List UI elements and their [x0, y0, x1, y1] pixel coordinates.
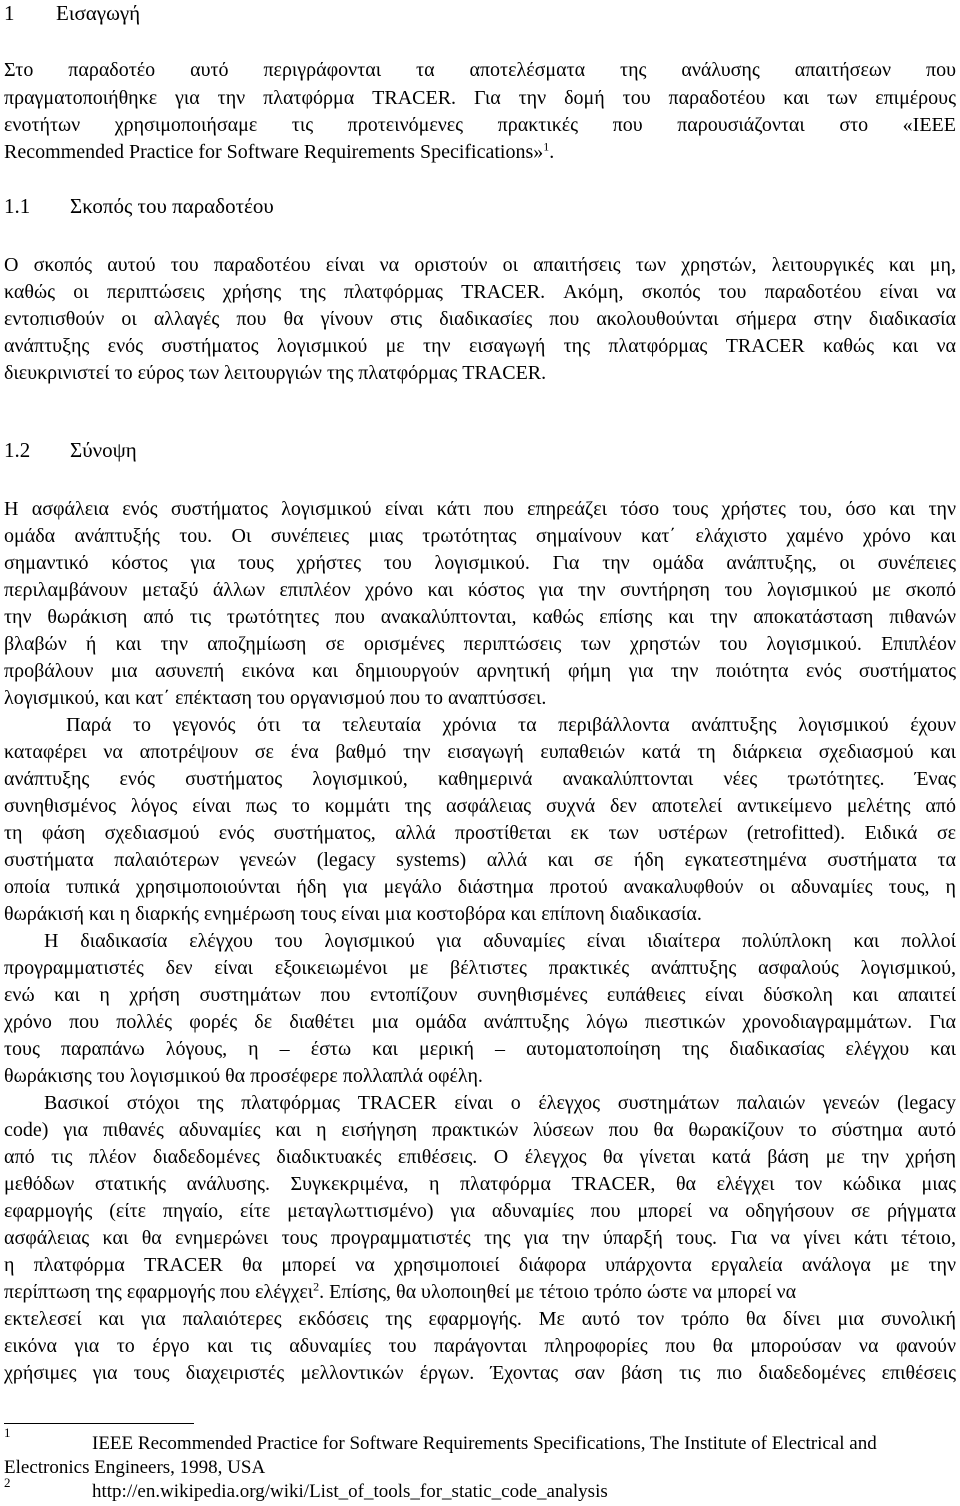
intro-period: .: [549, 141, 555, 163]
body-line: την θωράκιση από τις τρωτότητες που ανακαλύπτονται, καθώς επίσης και την αποκατάσταση πιθανών: [4, 606, 956, 628]
body-line: code) για πιθανές αδυναμίες και η εισήγηση πρακτικών λύσεων που θα θωρακίζουν το σύστημα αυτό: [4, 1119, 956, 1141]
section-title: Εισαγωγή: [56, 1, 141, 25]
footnote-2-link[interactable]: http://en.wikipedia.org/wiki/List_of_tools_for_static_code_analysis: [92, 1481, 608, 1502]
footnote-ref-1[interactable]: 1: [543, 139, 550, 154]
footnote-mark-1: 1: [4, 1425, 11, 1440]
body-line: Βασικοί στόχοι της πλατφόρμας TRACER είναι ο έλεγχος συστημάτων παλαιών γενεών (legacy: [44, 1092, 956, 1114]
section-title: Σκοπός του παραδοτέου: [70, 194, 274, 218]
section-heading-1-2: [4, 437, 137, 463]
body-line: συνηθισμένος λόγος είναι πως το κομμάτι της ασφάλειας συχνά δεν αποτελεί αντικείμενο μελέτης από: [4, 795, 956, 817]
body-line: εντοπισθούν οι αλλαγές που θα γίνουν στις διαδικασίες που ακολουθούνται σήμερα στην διαδικασία: [4, 308, 956, 330]
body-line: προβάλουν μια ασυνεπή εικόνα και δημιουργούν αρνητική φήμη για την ποιότητα ενός συστήματος: [4, 660, 956, 682]
body-line: από τις πλέον διαδεδομένες διαδικτυακές επιθέσεις. Ο έλεγχος θα γίνεται κατά βάση με την χρήση: [4, 1146, 956, 1168]
body-line: ανάπτυξης ενός συστήματος λογισμικού με την εισαγωγή της πλατφόρμας TRACER καθώς και να: [4, 335, 956, 357]
body-line: σημαντικό κόστος για τους χρήστες του λογισμικού. Για την ομάδα ανάπτυξης, οι συνέπειες: [4, 552, 956, 574]
intro-line: Στο παραδοτέο αυτό περιγράφονται τα αποτελέσματα της ανάλυσης απαιτήσεων που: [4, 59, 956, 81]
footnote-ref-2[interactable]: 2: [313, 1279, 320, 1294]
body-line-tail: . Επίσης, θα υλοποιηθεί με τέτοιο τρόπο ώστε να μπορεί να: [319, 1281, 797, 1303]
body-line: χρόνο που πολλές φορές δε διαθέτει μια ομάδα ανάπτυξης λόγω πιεστικών χρονοδιαγραμμάτων. Για: [4, 1011, 956, 1033]
body-line: θωράκισή και η διαρκής ενημέρωση τους είναι μια κοστοβόρα και επίπονη διαδικασία.: [4, 903, 702, 925]
body-line: Παρά το γεγονός ότι τα τελευταία χρόνια τα περιβάλλοντα ανάπτυξης λογισμικού έχουν: [66, 714, 956, 736]
body-line: οποία τυπικά χρησιμοποιούνται ήδη για μεγάλο διάστημα προτού ανακαλυφθούν οι αδυναμίες τους, η: [4, 876, 956, 898]
body-line: εικόνα για το έργο και τις αδυναμίες του παράγονται πληροφορίες που θα μπορούσαν να φανούν: [4, 1335, 956, 1357]
body-line: προγραμματιστές δεν είναι εξοικειωμένοι με βέλτιστες πρακτικές ανάπτυξης ασφαλούς λογισμικού,: [4, 957, 956, 979]
intro-line: ενοτήτων χρησιμοποιήσαμε τις προτεινόμενες πρακτικές που παρουσιάζονται στο «IEEE: [4, 114, 956, 136]
body-line: ενώ και η χρήση συστημάτων που εντοπίζουν συνηθισμένες ευπάθειες είναι δύσκολη και απαιτεί: [4, 984, 956, 1006]
body-line: ομάδα ανάπτυξής του. Οι συνέπειες μιας τρωτότητας σημαίνουν κατ΄ ελάχιστο χαμένο χρόνο και: [4, 525, 956, 547]
intro-last-line: [4, 139, 956, 165]
section-number: 1.1: [4, 194, 31, 218]
body-line: ανάπτυξης ενός συστήματος λογισμικού, καθημερινά ανακαλύπτονται νέες τρωτότητες. Ένας: [4, 768, 956, 790]
body-line: ασφάλειας και θα ενημερώνει τους προγραμματιστές της για την ύπαρξή τους. Για να γίνει κάτι τέτοιο,: [4, 1227, 956, 1249]
section-heading-1: [4, 0, 141, 26]
body-line-text: περίπτωση της εφαρμογής που ελέγχει: [4, 1281, 314, 1303]
body-line: περιλαμβάνουν μεταξύ άλλων επιπλέον χρόνο και κόστος για την συντήρηση του λογισμικού με σκοπό: [4, 579, 956, 601]
section-number: 1: [4, 1, 15, 25]
body-line: συστήματα παλαιότερων γενεών (legacy systems) αλλά και σε ήδη εγκατεστημένα συστήματα τα: [4, 849, 956, 871]
body-line: η πλατφόρμα TRACER θα μπορεί να χρησιμοποιεί διάφορα υπάρχοντα εργαλεία ανάλογα με την: [4, 1254, 956, 1276]
intro-line-text: Recommended Practice for Software Requirements Specifications»: [4, 141, 544, 163]
body-line-with-footnote: [4, 1279, 956, 1305]
body-line: καθώς οι περιπτώσεις χρήσης της πλατφόρμας TRACER. Ακόμη, σκοπός του παραδοτέου είναι να: [4, 281, 956, 303]
body-line: λογισμικού, και κατ΄ επέκταση του οργανισμού που το αναπτύσσει.: [4, 687, 547, 709]
body-line: Η διαδικασία ελέγχου του λογισμικού για αδυναμίες είναι ιδιαίτερα πολύπλοκη και πολλοί: [44, 930, 956, 952]
body-line: χρήσιμες για τους διαχειριστές μελλοντικών έργων. Έχοντας σαν βάση τις πιο διαδεδομένες επιθέσεις: [4, 1362, 956, 1384]
body-line: καταφέρει να αποτρέψουν σε ένα βαθμό την εισαγωγή ευπαθειών κατά τη διάρκεια σχεδιασμού και: [4, 741, 956, 763]
section-title: Σύνοψη: [70, 438, 137, 462]
body-line: μεθόδων στατικής ανάλυσης. Συγκεκριμένα, η πλατφόρμα TRACER, θα ελέγχει τον κώδικα μιας: [4, 1173, 956, 1195]
body-line: τη φάση σχεδιασμού ενός συστήματος, αλλά προστίθεται εκ των υστέρων (retrofitted). Ειδικά σε: [4, 822, 956, 844]
body-line: εκτελεσεί και για παλαιότερες εκδόσεις της εφαρμογής. Με αυτό τον τρόπο θα δίνει μια συνολική: [4, 1308, 956, 1330]
body-line: Ο σκοπός αυτού του παραδοτέου είναι να οριστούν οι απαιτήσεις των χρηστών, λειτουργικές και μη,: [4, 254, 956, 276]
section-number: 1.2: [4, 438, 31, 462]
body-line: διευκρινιστεί το εύρος των λειτουργιών της πλατφόρμας TRACER.: [4, 362, 547, 384]
footnote-1-line-2: Electronics Engineers, 1998, USA: [4, 1457, 266, 1478]
footnote-separator: [4, 1423, 194, 1424]
intro-line: πραγματοποιήθηκε για την πλατφόρμα TRACER. Για την δομή του παραδοτέου και των επιμέρους: [4, 87, 956, 109]
section-heading-1-1: [4, 193, 274, 219]
body-line: τους παραπάνω λόγους, η – έστω και μερική – αυτοματοποίηση της διαδικασίας ελέγχου και: [4, 1038, 956, 1060]
body-line: εφαρμογής (είτε πηγαίο, είτε μεταγλωττισμένο) για αδυναμίες που μπορεί να οδηγήσουν σε ρήγματα: [4, 1200, 956, 1222]
footnote-mark-2: 2: [4, 1475, 11, 1490]
body-line: θωράκισης του λογισμικού θα προσέφερε πολλαπλά οφέλη.: [4, 1065, 483, 1087]
body-line: βλαβών ή και την αποζημίωση σε ορισμένες περιπτώσεις των χρηστών του λογισμικού. Επιπλέον: [4, 633, 956, 655]
footnote-1-line-1: IEEE Recommended Practice for Software Requirements Specifications, The Institute of Electrical and: [92, 1433, 877, 1454]
body-line: Η ασφάλεια ενός συστήματος λογισμικού είναι κάτι που επηρεάζει τόσο τους χρήστες του, όσο και την: [4, 498, 956, 520]
